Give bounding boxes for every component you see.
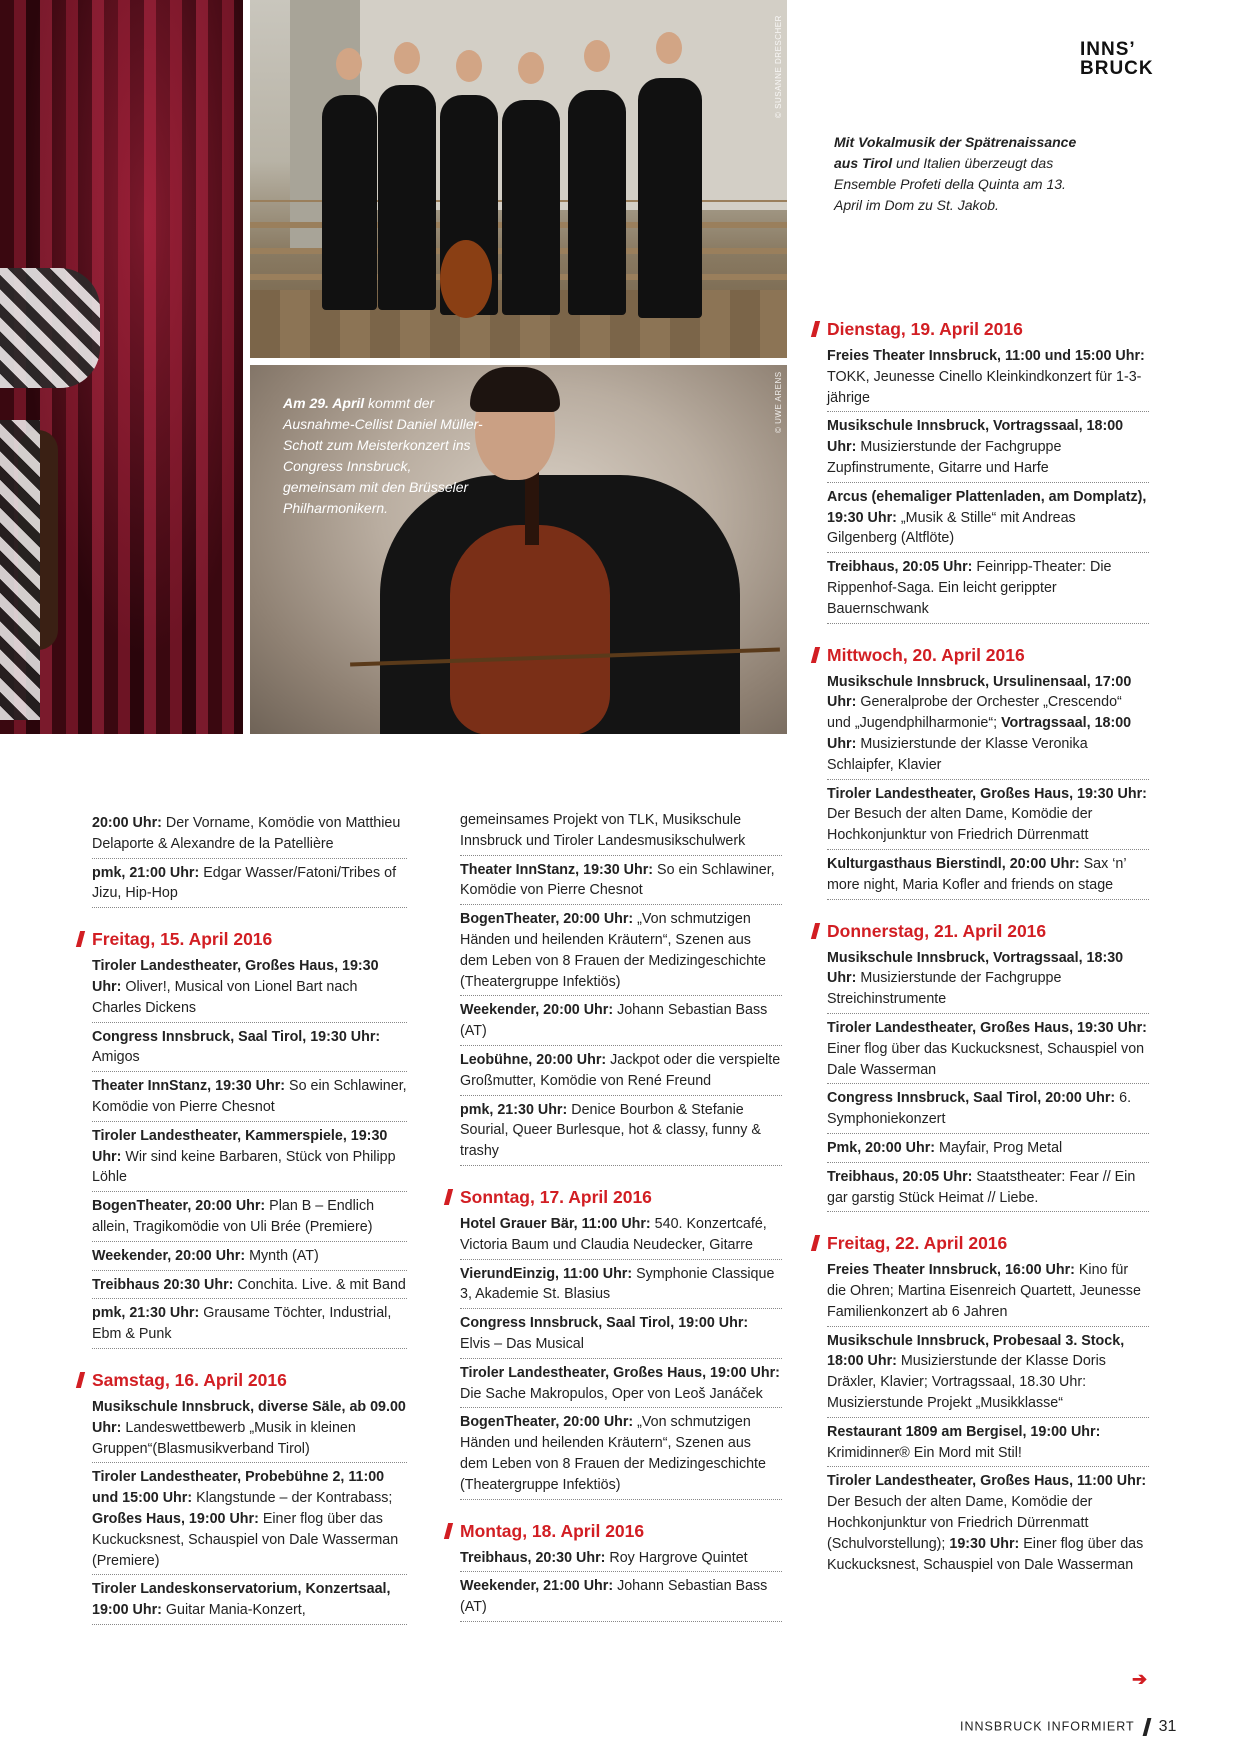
event-entry xyxy=(92,863,407,909)
event-venue-time: Freies Theater Innsbruck, 16:00 Uhr: xyxy=(827,1262,1075,1279)
day-heading: Freitag, 15. April 2016 xyxy=(76,928,407,950)
event-venue-time: Leobühne, 20:00 Uhr: xyxy=(460,1051,607,1068)
event-entry xyxy=(460,1363,782,1409)
event-venue-time: Großes Haus, 19:00 Uhr: xyxy=(92,1510,259,1527)
event-venue-time: Musikschule Innsbruck, Vortragssaal, 18:00 Uhr: xyxy=(827,418,1124,456)
event-description: Musizierstunde der Klasse Doris Dräxler, Klavier; Vortragssaal, 18.30 Uhr: Musizierstunde Projekt „Musikklasse“ xyxy=(827,1353,1106,1412)
event-venue-time: Theater InnStanz, 19:30 Uhr: xyxy=(92,1078,286,1095)
event-entry xyxy=(827,487,1149,553)
event-venue-time: Freies Theater Innsbruck, 11:00 und 15:00 Uhr: xyxy=(827,348,1145,364)
event-description: 540. Konzertcafé, Victoria Baum und Claudia Neudecker, Gitarre xyxy=(460,1215,767,1253)
page-footer xyxy=(960,1718,1176,1736)
photo-credit: © SUSANNE DRESCHER xyxy=(774,15,783,118)
event-venue-time: Tiroler Landestheater, Probebühne 2, 11:00 und 15:00 Uhr: xyxy=(92,1469,385,1507)
event-entry xyxy=(827,1167,1149,1213)
event-venue-time: Congress Innsbruck, Saal Tirol, 19:30 Uhr: xyxy=(92,1028,381,1045)
event-description: „Von schmutzigen Händen und heilenden Kräutern“, Szenen aus dem Leben von 8 Frauen der Medizingeschichte (Theatergruppe Infektiös) xyxy=(460,1414,766,1493)
event-entry xyxy=(92,1076,407,1122)
event-venue-time: Tiroler Landestheater, Großes Haus, 19:30 Uhr: xyxy=(92,958,379,995)
event-entry xyxy=(827,854,1149,900)
event-venue-time: pmk, 21:30 Uhr: xyxy=(460,1101,568,1118)
theater-curtain-photo xyxy=(0,0,243,734)
event-entry xyxy=(827,948,1149,1014)
event-venue-time: Weekender, 20:00 Uhr: xyxy=(92,1247,246,1264)
event-entry xyxy=(460,1000,782,1046)
event-venue-time: Weekender, 21:00 Uhr: xyxy=(460,1578,614,1595)
photo-credit: © UWE ARENS xyxy=(774,371,783,433)
event-entry xyxy=(827,672,1149,780)
event-description: Plan B – Endlich allein, Tragikomödie von Uli Brée (Premiere) xyxy=(92,1198,375,1235)
event-description: „Musik & Stille“ mit Andreas Gilgenberg (Altflöte) xyxy=(827,509,1076,547)
event-description: Feinripp-Theater: Die Rippenhof-Saga. Ein leicht gerippter Bauernschwank xyxy=(827,559,1112,617)
event-venue-time: Congress Innsbruck, Saal Tirol, 20:00 Uhr: xyxy=(827,1090,1116,1107)
page-number: 31 xyxy=(1158,1718,1177,1735)
event-venue-time: Musikschule Innsbruck, Vortragssaal, 18:30 Uhr: xyxy=(827,949,1124,987)
event-venue-time: Treibhaus, 20:30 Uhr: xyxy=(460,1549,606,1566)
event-entry xyxy=(460,1548,782,1573)
event-description: Roy Hargrove Quintet xyxy=(605,1549,748,1566)
event-description: Johann Sebastian Bass (AT) xyxy=(460,1578,768,1616)
event-entry xyxy=(460,1050,782,1096)
event-venue-time: BogenTheater, 20:00 Uhr: xyxy=(460,911,634,928)
event-description: Musizierstunde der Fachgruppe Zupfinstrumente, Gitarre und Harfe xyxy=(827,439,1062,476)
event-description: Der Vorname, Komödie von Matthieu Delaporte & Alexandre de la Patellière xyxy=(92,815,401,852)
event-entry xyxy=(92,1303,407,1349)
event-entry xyxy=(827,416,1149,482)
event-entry xyxy=(460,909,782,996)
event-description: Amigos xyxy=(92,1049,140,1066)
event-entry xyxy=(827,784,1149,850)
event-venue-time: BogenTheater, 20:00 Uhr: xyxy=(460,1414,634,1431)
day-heading: Donnerstag, 21. April 2016 xyxy=(811,920,1149,942)
event-description: So ein Schlawiner, Komödie von Pierre Chesnot xyxy=(460,861,775,899)
event-entry xyxy=(92,956,407,1022)
event-venue-time: Vortragssaal, 18:00 Uhr: xyxy=(827,715,1132,752)
event-description: Generalprobe der Orchester „Crescendo“ und „Jugendphilharmonie“; xyxy=(827,694,1122,732)
event-description: Einer flog über das Kuckucksnest, Schauspiel von Dale Wasserman (Premiere) xyxy=(92,1510,399,1569)
event-description: Einer flog über das Kuckucksnest, Schauspiel von Dale Wasserman xyxy=(827,1535,1144,1573)
event-description: Guitar Mania-Konzert, xyxy=(161,1602,306,1619)
event-venue-time: Tiroler Landestheater, Großes Haus, 19:30 Uhr: xyxy=(827,785,1147,802)
event-entry xyxy=(92,1126,407,1192)
event-venue-time: Musikschule Innsbruck, Probesaal 3. Stock, 18:00 Uhr: xyxy=(827,1332,1125,1370)
event-venue-time: VierundEinzig, 11:00 Uhr: xyxy=(460,1265,633,1282)
event-description: Symphonie Classique 3, Akademie St. Blasius xyxy=(460,1265,775,1303)
event-description: Mynth (AT) xyxy=(245,1247,319,1264)
event-description: Jackpot oder die verspielte Großmutter, Komödie von René Freund xyxy=(460,1051,781,1089)
event-entry xyxy=(827,346,1149,412)
event-entry xyxy=(92,1579,407,1625)
event-venue-time: BogenTheater, 20:00 Uhr: xyxy=(92,1198,266,1215)
listing-column-1 xyxy=(92,813,407,1629)
event-entry xyxy=(827,1260,1149,1326)
event-description: Grausame Töchter, Industrial, Ebm & Punk xyxy=(92,1305,392,1343)
event-venue-time: Tiroler Landestheater, Großes Haus, 19:00 Uhr: xyxy=(460,1364,780,1381)
event-venue-time: Arcus (ehemaliger Plattenladen, am Domplatz), 19:30 Uhr: xyxy=(827,488,1147,526)
event-description: Die Sache Makropulos, Oper von Leoš Janáček xyxy=(460,1385,763,1402)
cellist-caption: Am 29. April kommt der Ausnahme-Cellist Daniel Müller-Schott zum Meisterkonzert ins Congress Innsbruck, gemeinsam mit den Brüsseler Philharmonikern. xyxy=(283,395,483,516)
event-venue-time: Pmk, 20:00 Uhr: xyxy=(827,1139,936,1156)
event-entry xyxy=(827,1422,1149,1468)
event-entry xyxy=(92,813,407,859)
listing-column-2 xyxy=(460,810,782,1626)
event-entry xyxy=(460,810,782,856)
event-venue-time: Treibhaus, 20:05 Uhr: xyxy=(827,559,973,576)
event-description: Musizierstunde der Fachgruppe Streichinstrumente xyxy=(827,970,1062,1008)
event-description: Elvis – Das Musical xyxy=(460,1335,584,1352)
event-entry xyxy=(92,1275,407,1300)
event-description: Einer flog über das Kuckucksnest, Schauspiel von Dale Wasserman xyxy=(827,1040,1145,1078)
event-venue-time: Weekender, 20:00 Uhr: xyxy=(460,1002,614,1019)
event-description: Musizierstunde der Klasse Veronika Schlaipfer, Klavier xyxy=(827,735,1088,773)
event-description: Staatstheater: Fear // Ein gar garstig Stück Heimat // Liebe. xyxy=(827,1168,1136,1206)
event-description: Mayfair, Prog Metal xyxy=(935,1139,1063,1156)
event-venue-time: 20:00 Uhr: xyxy=(92,815,162,831)
event-description: 6. Symphoniekonzert xyxy=(827,1090,1132,1128)
event-entry xyxy=(460,1100,782,1166)
event-entry xyxy=(460,860,782,906)
event-entry xyxy=(92,1246,407,1271)
day-heading: Mittwoch, 20. April 2016 xyxy=(811,644,1149,666)
event-description: Oliver!, Musical von Lionel Bart nach Charles Dickens xyxy=(92,978,358,1016)
day-heading: Samstag, 16. April 2016 xyxy=(76,1369,407,1391)
event-description: „Von schmutzigen Händen und heilenden Kräutern“, Szenen aus dem Leben von 8 Frauen der Medizingeschichte (Theatergruppe Infektiös) xyxy=(460,911,766,990)
event-venue-time: pmk, 21:30 Uhr: xyxy=(92,1305,200,1322)
listing-column-3 xyxy=(827,318,1149,1582)
event-venue-time: Congress Innsbruck, Saal Tirol, 19:00 Uhr: xyxy=(460,1315,749,1332)
day-heading: Montag, 18. April 2016 xyxy=(444,1520,782,1542)
event-description: Edgar Wasser/Fatoni/Tribes of Jizu, Hip-Hop xyxy=(92,864,397,902)
event-description: Landeswettbewerb „Musik in kleinen Gruppen“(Blasmusikverband Tirol) xyxy=(92,1419,356,1457)
event-entry xyxy=(827,1471,1149,1578)
event-venue-time: Kulturgasthaus Bierstindl, 20:00 Uhr: xyxy=(827,855,1080,872)
event-entry xyxy=(460,1214,782,1260)
event-venue-time: Theater InnStanz, 19:30 Uhr: xyxy=(460,861,654,878)
event-description: TOKK, Jeunesse Cinello Kleinkindkonzert für 1-3-jährige xyxy=(827,368,1142,406)
event-venue-time: Tiroler Landestheater, Kammerspiele, 19:30 Uhr: xyxy=(92,1127,388,1165)
innsbruck-logo: INNS’ BRUCK xyxy=(1080,39,1154,79)
event-entry xyxy=(827,1018,1149,1084)
event-description: Conchita. Live. & mit Band xyxy=(233,1276,406,1293)
event-entry xyxy=(827,557,1149,623)
event-entry xyxy=(92,1467,407,1575)
event-description: Wir sind keine Barbaren, Stück von Philipp Löhle xyxy=(92,1148,396,1186)
event-description: Kino für die Ohren; Martina Eisenreich Quartett, Jeunesse Familienkonzert ab 6 Jahren xyxy=(827,1262,1141,1320)
day-heading: Sonntag, 17. April 2016 xyxy=(444,1186,782,1208)
event-entry xyxy=(92,1027,407,1073)
event-description: gemeinsames Projekt von TLK, Musikschule Innsbruck und Tiroler Landesmusikschulwerk xyxy=(460,812,746,849)
publication-name: INNSBRUCK INFORMIERT xyxy=(960,1719,1135,1734)
event-description: So ein Schlawiner, Komödie von Pierre Chesnot xyxy=(92,1078,407,1115)
event-venue-time: Restaurant 1809 am Bergisel, 19:00 Uhr: xyxy=(827,1423,1101,1440)
event-description: Sax ‘n’ more night, Maria Kofler and friends on stage xyxy=(827,855,1126,893)
event-entry xyxy=(460,1412,782,1499)
event-entry xyxy=(460,1576,782,1622)
event-entry xyxy=(827,1088,1149,1134)
event-description: Krimidinner® Ein Mord mit Stil! xyxy=(827,1444,1022,1461)
event-venue-time: Tiroler Landeskonservatorium, Konzertsaal, 19:00 Uhr: xyxy=(92,1581,391,1619)
event-description: Klangstunde – der Kontrabass; xyxy=(192,1490,393,1507)
continue-arrow-icon: ➔ xyxy=(1132,1669,1148,1689)
event-entry xyxy=(460,1264,782,1310)
event-entry xyxy=(827,1331,1149,1418)
event-venue-time: Musikschule Innsbruck, Ursulinensaal, 17:00 Uhr: xyxy=(827,673,1132,711)
event-venue-time: Tiroler Landestheater, Großes Haus, 19:30 Uhr: xyxy=(827,1019,1147,1036)
event-description: Der Besuch der alten Dame, Komödie der Hochkonjunktur von Friedrich Dürrenmatt xyxy=(827,806,1093,844)
event-description: Johann Sebastian Bass (AT) xyxy=(460,1002,768,1040)
event-venue-time: Treibhaus, 20:05 Uhr: xyxy=(827,1168,973,1185)
event-entry xyxy=(92,1196,407,1242)
event-venue-time: Treibhaus 20:30 Uhr: xyxy=(92,1276,234,1293)
event-description: Denice Bourbon & Stefanie Sourial, Queer Burlesque, hot & classy, funny & trashy xyxy=(460,1101,761,1160)
event-venue-time: 19:30 Uhr: xyxy=(949,1535,1020,1552)
event-entry xyxy=(92,1397,407,1463)
event-entry xyxy=(460,1313,782,1359)
event-venue-time: pmk, 21:00 Uhr: xyxy=(92,864,200,881)
ensemble-photo xyxy=(250,0,787,358)
event-venue-time: Tiroler Landestheater, Großes Haus, 11:00 Uhr: xyxy=(827,1473,1147,1490)
event-entry xyxy=(827,1138,1149,1163)
day-heading: Dienstag, 19. April 2016 xyxy=(811,318,1149,340)
event-description: Der Besuch der alten Dame, Komödie der Hochkonjunktur von Friedrich Dürrenmatt (Schulvorstellung); xyxy=(827,1494,1093,1552)
event-venue-time: Musikschule Innsbruck, diverse Säle, ab 09.00 Uhr: xyxy=(92,1398,406,1436)
event-venue-time: Hotel Grauer Bär, 11:00 Uhr: xyxy=(460,1215,651,1232)
day-heading: Freitag, 22. April 2016 xyxy=(811,1232,1149,1254)
ensemble-caption: Mit Vokalmusik der Spätrenaissance aus Tirol und Italien überzeugt das Ensemble Profeti della Quinta am 13. April im Dom zu St. Jakob. xyxy=(834,134,1077,213)
